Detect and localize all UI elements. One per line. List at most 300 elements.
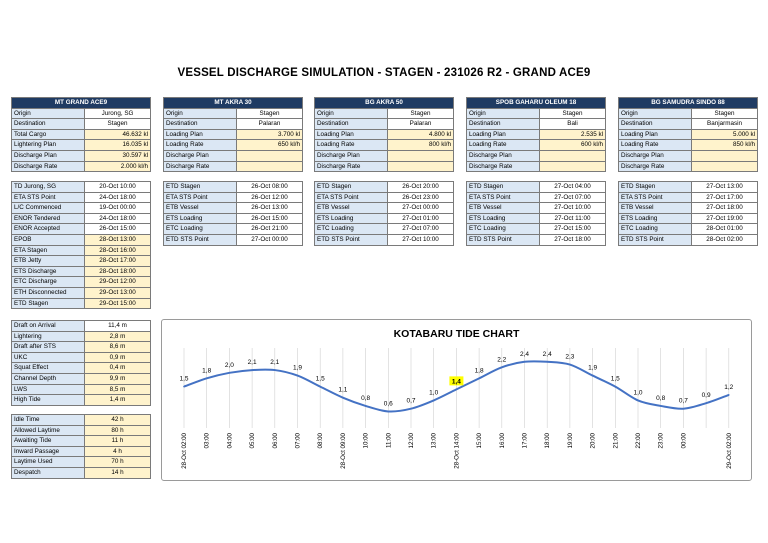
x-tick-label: 12:00	[408, 433, 415, 449]
row-label: Channel Depth	[12, 373, 85, 384]
table-row	[164, 140, 303, 151]
row-label: Loading Plan	[619, 129, 692, 140]
table-row	[619, 108, 758, 119]
row-value: 4.800 kl	[388, 129, 454, 140]
vessel-info-table	[314, 97, 454, 172]
row-value: 16.035 kl	[85, 140, 151, 151]
tide-point	[183, 386, 185, 388]
vessel-schedule-table	[466, 181, 606, 246]
table-row	[12, 321, 151, 332]
row-value: 9,9 m	[85, 373, 151, 384]
table-row	[315, 150, 454, 161]
x-tick-label: 22:00	[635, 433, 642, 449]
page-title: VESSEL DISCHARGE SIMULATION - STAGEN - 231026 R2 - GRAND ACE9	[177, 67, 591, 79]
table-row	[12, 363, 151, 374]
row-value: 27-Oct 13:00	[692, 182, 758, 193]
table-row	[315, 203, 454, 214]
x-tick-label: 28-Oct 14:00	[453, 433, 461, 469]
vessel-schedule-table	[618, 181, 758, 246]
table-row	[467, 224, 606, 235]
row-label: Origin	[619, 108, 692, 119]
x-tick-label: 19:00	[566, 433, 574, 449]
x-tick-label: 29-Oct 02:00	[725, 433, 733, 469]
row-value: 24-Oct 18:00	[85, 192, 151, 203]
vessel-schedule-table	[11, 181, 151, 309]
row-label: ETD Stagen	[12, 298, 85, 309]
row-value	[388, 150, 454, 161]
x-tick-label: 07:00	[294, 433, 302, 449]
tide-point	[705, 402, 707, 404]
data-label: 2,1	[247, 359, 257, 367]
row-value: 19-Oct 00:00	[85, 203, 151, 214]
row-value: 27-Oct 00:00	[237, 234, 303, 245]
x-tick-label: 10:00	[362, 433, 370, 449]
row-value: 650 kl/h	[237, 140, 303, 151]
row-label: ETA STS Point	[315, 192, 388, 203]
table-row	[164, 192, 303, 203]
data-label: 2,1	[270, 359, 280, 367]
tide-point	[274, 369, 276, 371]
row-value: 850 kl/h	[692, 140, 758, 151]
row-value: 2.535 kl	[540, 129, 606, 140]
row-label: Origin	[164, 108, 237, 119]
table-row	[164, 224, 303, 235]
data-label: 0,7	[406, 397, 416, 405]
row-value: 26-Oct 13:00	[237, 203, 303, 214]
row-value: 28-Oct 17:00	[85, 256, 151, 267]
tide-point	[365, 405, 367, 407]
row-value	[237, 150, 303, 161]
row-label: Destination	[619, 119, 692, 130]
row-value: 27-Oct 01:00	[388, 213, 454, 224]
row-value: Bali	[540, 119, 606, 130]
row-label: Total Cargo	[12, 129, 85, 140]
tide-point	[478, 378, 480, 380]
table-row	[12, 467, 151, 478]
table-row	[12, 425, 151, 436]
row-value: 80 h	[85, 425, 151, 436]
vessel-name: SPOB GAHARU OLEUM 18	[467, 98, 606, 109]
row-label: Loading Rate	[315, 140, 388, 151]
data-label: 1,8	[202, 367, 212, 375]
row-value	[540, 161, 606, 172]
row-label: ETS Discharge	[12, 266, 85, 277]
row-value: 26-Oct 15:00	[237, 213, 303, 224]
table-row	[12, 352, 151, 363]
table-row	[619, 129, 758, 140]
row-value: 0,9 m	[85, 352, 151, 363]
table-row	[315, 161, 454, 172]
tide-point	[456, 389, 458, 391]
x-tick-label: 20:00	[589, 433, 597, 449]
data-label: 2,4	[542, 350, 552, 358]
vessel-info-table	[618, 97, 758, 172]
data-label: 1,1	[338, 386, 348, 394]
row-label: Loading Plan	[467, 129, 540, 140]
vessel-info-table	[466, 97, 606, 172]
table-row	[12, 446, 151, 457]
tide-point	[410, 408, 412, 410]
row-label: Discharge Plan	[467, 150, 540, 161]
data-label: 1,5	[315, 375, 325, 383]
row-label: ETD STS Point	[619, 234, 692, 245]
row-label: ETB Vessel	[619, 203, 692, 214]
row-label: Destination	[315, 119, 388, 130]
row-value	[692, 161, 758, 172]
row-value: 14 h	[85, 467, 151, 478]
table-row	[164, 203, 303, 214]
vessel-name: BG SAMUDRA SINDO 88	[619, 98, 758, 109]
table-row	[467, 234, 606, 245]
row-value: Stagen	[540, 108, 606, 119]
data-label: 1,4	[451, 378, 461, 386]
row-value: 27-Oct 00:00	[388, 203, 454, 214]
table-row	[315, 192, 454, 203]
row-label: ETB Vessel	[164, 203, 237, 214]
table-row	[619, 234, 758, 245]
table-row	[164, 150, 303, 161]
row-label: ETC Loading	[467, 224, 540, 235]
row-value: 28-Oct 02:00	[692, 234, 758, 245]
row-label: Discharge Plan	[619, 150, 692, 161]
draft-table	[11, 320, 151, 406]
row-value: 26-Oct 15:00	[85, 224, 151, 235]
x-tick-label: 04:00	[226, 433, 234, 449]
tide-point	[683, 408, 685, 410]
table-row	[467, 140, 606, 151]
table-row	[467, 150, 606, 161]
data-label: 1,0	[633, 389, 643, 397]
row-label: Loading Rate	[619, 140, 692, 151]
table-row	[619, 224, 758, 235]
table-row	[12, 287, 151, 298]
row-value: 29-Oct 12:00	[85, 277, 151, 288]
row-value	[692, 150, 758, 161]
row-value	[388, 161, 454, 172]
table-row	[467, 161, 606, 172]
row-label: ETD STS Point	[164, 234, 237, 245]
row-label: ETD STS Point	[467, 234, 540, 245]
row-value: 24-Oct 18:00	[85, 213, 151, 224]
table-row	[164, 161, 303, 172]
row-label: ETS Loading	[164, 213, 237, 224]
table-row	[12, 108, 151, 119]
row-value: 26-Oct 08:00	[237, 182, 303, 193]
row-label: Idle Time	[12, 415, 85, 426]
table-row	[12, 182, 151, 193]
table-row	[12, 150, 151, 161]
row-value: 70 h	[85, 457, 151, 468]
x-tick-label: 08:00	[317, 433, 325, 449]
row-label: TD Jurong, SG	[12, 182, 85, 193]
laytime-table	[11, 414, 151, 479]
table-row	[467, 192, 606, 203]
row-label: ETD Stagen	[164, 182, 237, 193]
data-label: 1,5	[610, 375, 620, 383]
table-row	[164, 213, 303, 224]
x-tick-label: 03:00	[203, 433, 211, 449]
tide-point	[524, 361, 526, 363]
table-row	[467, 213, 606, 224]
data-label: 0,9	[701, 392, 711, 400]
row-value: 26-Oct 12:00	[237, 192, 303, 203]
tide-point	[592, 375, 594, 377]
row-value: 8,5 m	[85, 384, 151, 395]
table-row	[315, 108, 454, 119]
row-label: ETD Stagen	[315, 182, 388, 193]
table-row	[12, 140, 151, 151]
x-tick-label: 23:00	[657, 433, 665, 449]
row-value: Palaran	[237, 119, 303, 130]
data-label: 2,0	[224, 361, 234, 369]
row-label: Discharge Rate	[467, 161, 540, 172]
row-value: 27-Oct 18:00	[540, 234, 606, 245]
table-row	[12, 384, 151, 395]
x-tick-label: 15:00	[476, 433, 484, 449]
row-label: ETC Loading	[619, 224, 692, 235]
table-row	[467, 108, 606, 119]
x-tick-label: 05:00	[249, 433, 257, 449]
row-label: ETS Loading	[467, 213, 540, 224]
row-value: 27-Oct 19:00	[692, 213, 758, 224]
x-tick-label: 28-Oct 02:00	[181, 433, 188, 469]
row-label: Draft on Arrival	[12, 321, 85, 332]
row-label: ENOR Accepted	[12, 224, 85, 235]
table-row	[315, 129, 454, 140]
row-value: 28-Oct 01:00	[692, 224, 758, 235]
row-label: Discharge Rate	[12, 161, 85, 172]
x-tick-label: 18:00	[544, 433, 552, 449]
data-label: 0,8	[361, 394, 371, 402]
row-value: 28-Oct 18:00	[85, 266, 151, 277]
data-label: 1,5	[179, 375, 189, 383]
row-value	[540, 150, 606, 161]
tide-point	[546, 361, 548, 363]
row-label: Discharge Rate	[619, 161, 692, 172]
tide-point	[501, 367, 503, 369]
data-label: 2,2	[497, 356, 507, 364]
tide-chart	[161, 319, 752, 481]
row-value: 27-Oct 10:00	[388, 234, 454, 245]
table-row	[619, 161, 758, 172]
row-label: Discharge Rate	[164, 161, 237, 172]
row-label: ENOR Tendered	[12, 213, 85, 224]
vessel-info-table	[163, 97, 303, 172]
row-value: 0,4 m	[85, 363, 151, 374]
row-value: 3.700 kl	[237, 129, 303, 140]
table-row	[12, 256, 151, 267]
row-label: ETS Loading	[315, 213, 388, 224]
table-row	[12, 457, 151, 468]
table-row	[619, 140, 758, 151]
vessel-name: BG AKRA 50	[315, 98, 454, 109]
row-label: ETA Stagen	[12, 245, 85, 256]
row-value: Jurong, SG	[85, 108, 151, 119]
row-label: Origin	[467, 108, 540, 119]
row-label: Lightering Plan	[12, 140, 85, 151]
row-label: Draft after STS	[12, 342, 85, 353]
table-row	[12, 192, 151, 203]
table-row	[619, 182, 758, 193]
tide-point	[615, 386, 617, 388]
row-label: ETB Jetty	[12, 256, 85, 267]
table-row	[12, 119, 151, 130]
row-label: Loading Plan	[164, 129, 237, 140]
table-row	[619, 203, 758, 214]
row-value: Banjarmasin	[692, 119, 758, 130]
x-tick-label: 17:00	[521, 433, 529, 449]
x-tick-label: 11:00	[385, 433, 393, 449]
row-value: Stagen	[85, 119, 151, 130]
row-label: ETH Disconnected	[12, 287, 85, 298]
vessel-schedule-table	[163, 181, 303, 246]
data-label: 1,9	[292, 364, 303, 372]
tide-point	[569, 364, 571, 366]
row-value: 26-Oct 23:00	[388, 192, 454, 203]
row-value: 2,8 m	[85, 331, 151, 342]
row-label: ETA STS Point	[12, 192, 85, 203]
row-value: 26-Oct 21:00	[237, 224, 303, 235]
row-value: 800 kl/h	[388, 140, 454, 151]
table-row	[12, 224, 151, 235]
table-row	[619, 213, 758, 224]
table-row	[164, 119, 303, 130]
tide-point	[297, 375, 299, 377]
table-row	[619, 192, 758, 203]
row-value: Stagen	[692, 108, 758, 119]
vessel-schedule-table	[314, 181, 454, 246]
row-value: 27-Oct 15:00	[540, 224, 606, 235]
table-row	[12, 395, 151, 406]
row-label: ETS Loading	[619, 213, 692, 224]
row-value: 2.000 kl/h	[85, 161, 151, 172]
row-value: 4 h	[85, 446, 151, 457]
row-value: 42 h	[85, 415, 151, 426]
data-label: 1,2	[724, 383, 734, 391]
table-row	[467, 203, 606, 214]
table-row	[12, 161, 151, 172]
row-value: 27-Oct 17:00	[692, 192, 758, 203]
tide-point	[388, 411, 390, 413]
row-label: Inward Passage	[12, 446, 85, 457]
tide-point	[319, 386, 321, 388]
row-value: 20-Oct 10:00	[85, 182, 151, 193]
table-row	[12, 129, 151, 140]
row-value: 27-Oct 11:00	[540, 213, 606, 224]
table-row	[12, 331, 151, 342]
row-value: 1,4 m	[85, 395, 151, 406]
row-label: ETC Discharge	[12, 277, 85, 288]
data-label: 0,6	[383, 400, 393, 408]
row-label: ETB Vessel	[467, 203, 540, 214]
row-label: ETD Stagen	[619, 182, 692, 193]
table-row	[467, 129, 606, 140]
row-label: Destination	[12, 119, 85, 130]
row-label: Laytime Used	[12, 457, 85, 468]
table-row	[12, 277, 151, 288]
row-label: Destination	[164, 119, 237, 130]
row-value: 600 kl/h	[540, 140, 606, 151]
data-label: 1,9	[588, 364, 598, 372]
row-value: 11 h	[85, 436, 151, 447]
row-label: ETA STS Point	[467, 192, 540, 203]
row-value	[237, 161, 303, 172]
table-row	[467, 119, 606, 130]
row-label: ETA STS Point	[619, 192, 692, 203]
table-row	[315, 234, 454, 245]
row-label: ETB Vessel	[315, 203, 388, 214]
table-row	[164, 234, 303, 245]
table-row	[619, 119, 758, 130]
chart-title: KOTABARU TIDE CHART	[393, 328, 520, 340]
vessel-name: MT AKRA 30	[164, 98, 303, 109]
row-label: Despatch	[12, 467, 85, 478]
row-label: Loading Rate	[164, 140, 237, 151]
row-label: Discharge Plan	[315, 150, 388, 161]
row-value: 27-Oct 07:00	[388, 224, 454, 235]
x-tick-label: 28-Oct 09:00	[339, 433, 347, 469]
tide-chart-svg	[162, 320, 751, 480]
x-tick-label: 16:00	[498, 433, 506, 449]
table-row	[315, 140, 454, 151]
row-value: 11,4 m	[85, 321, 151, 332]
row-value: 46.632 kl	[85, 129, 151, 140]
row-value: 27-Oct 04:00	[540, 182, 606, 193]
row-value: 27-Oct 10:00	[540, 203, 606, 214]
row-label: ETD Stagen	[467, 182, 540, 193]
row-value: Stagen	[237, 108, 303, 119]
row-label: ETA STS Point	[164, 192, 237, 203]
row-value: Stagen	[388, 108, 454, 119]
table-row	[12, 213, 151, 224]
tide-point	[251, 369, 253, 371]
x-tick-label: 00:00	[680, 433, 688, 449]
table-row	[12, 266, 151, 277]
row-label: Allowed Laytime	[12, 425, 85, 436]
tide-point	[206, 378, 208, 380]
row-value: 28-Oct 16:00	[85, 245, 151, 256]
row-label: Origin	[12, 108, 85, 119]
table-row	[315, 213, 454, 224]
table-row	[12, 203, 151, 214]
row-value: 8,6 m	[85, 342, 151, 353]
data-label: 1,8	[474, 367, 484, 375]
table-row	[619, 150, 758, 161]
tide-point	[229, 372, 231, 374]
row-label: Discharge Plan	[12, 150, 85, 161]
row-value: 26-Oct 20:00	[388, 182, 454, 193]
row-label: Discharge Plan	[164, 150, 237, 161]
row-label: UKC	[12, 352, 85, 363]
row-label: Lightering	[12, 331, 85, 342]
row-label: High Tide	[12, 395, 85, 406]
row-value: 29-Oct 13:00	[85, 287, 151, 298]
tide-point	[342, 397, 344, 399]
table-row	[164, 129, 303, 140]
row-label: Squat Effect	[12, 363, 85, 374]
row-label: Awaiting Tide	[12, 436, 85, 447]
row-value: 30.597 kl	[85, 150, 151, 161]
row-label: ETC Loading	[164, 224, 237, 235]
data-label: 2,4	[519, 350, 530, 358]
table-row	[12, 342, 151, 353]
data-label: 0,7	[678, 397, 688, 405]
row-value: 27-Oct 18:00	[692, 203, 758, 214]
row-value: 27-Oct 07:00	[540, 192, 606, 203]
row-value: 5.000 kl	[692, 129, 758, 140]
row-label: Origin	[315, 108, 388, 119]
table-row	[12, 234, 151, 245]
